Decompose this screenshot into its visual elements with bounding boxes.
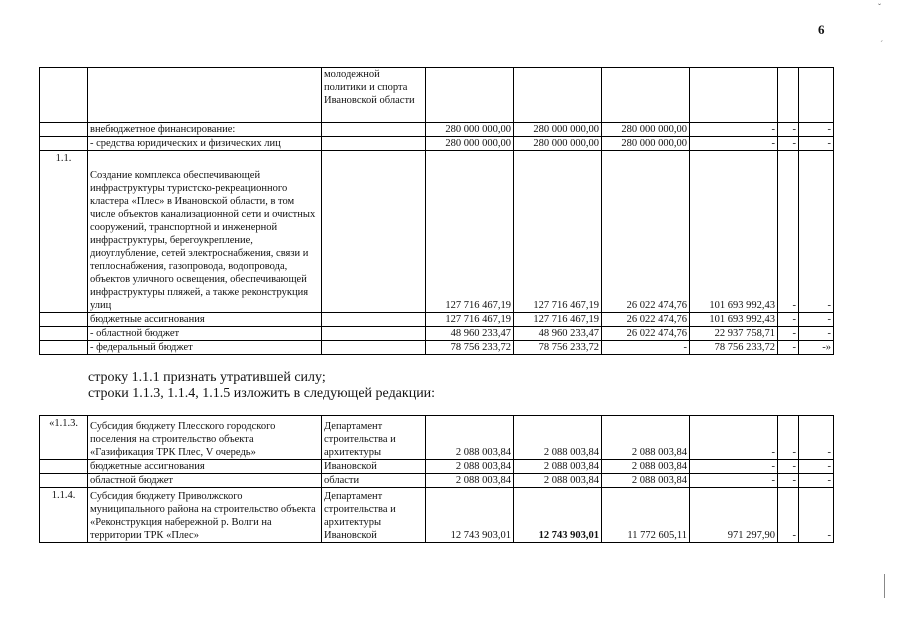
value-cell: - [690, 474, 778, 488]
table-row [40, 313, 834, 327]
value-cell: 280 000 000,00 [514, 137, 602, 151]
table-row [40, 68, 834, 123]
value-cell: 127 716 467,19 [426, 313, 514, 327]
row-label: - средства юридических и физических лиц [88, 137, 322, 151]
scan-margin-line [884, 574, 885, 598]
value-cell: 280 000 000,00 [426, 137, 514, 151]
table-row [40, 460, 834, 474]
value-cell: 971 297,90 [690, 488, 778, 543]
value-cell: - [799, 123, 834, 137]
value-cell: 127 716 467,19 [426, 151, 514, 313]
item-code: 1.1.4. [40, 488, 88, 543]
value-cell: - [602, 341, 690, 355]
executor-cell: Департамент строительства и архитектуры Ивановской [322, 488, 426, 543]
value-cell: 101 693 992,43 [690, 151, 778, 313]
value-cell: 26 022 474,76 [602, 151, 690, 313]
table-row [40, 474, 834, 488]
table-row [40, 488, 834, 543]
value-cell: 280 000 000,00 [514, 123, 602, 137]
value-cell: 2 088 003,84 [426, 474, 514, 488]
row-label: внебюджетное финансирование: [88, 123, 322, 137]
amendment-instructions [88, 370, 435, 402]
table-row [40, 151, 834, 313]
value-cell: - [778, 123, 799, 137]
value-cell: - [799, 474, 834, 488]
value-cell: 2 088 003,84 [426, 460, 514, 474]
value-cell: - [778, 488, 799, 543]
row-label: бюджетные ассигнования [88, 460, 322, 474]
value-cell: 2 088 003,84 [602, 460, 690, 474]
table-row [40, 341, 834, 355]
executor-cell: молодежной политики и спорта Ивановской области [322, 68, 426, 123]
value-cell: - [778, 313, 799, 327]
value-cell: 280 000 000,00 [426, 123, 514, 137]
table-row [40, 327, 834, 341]
value-cell: - [778, 137, 799, 151]
row-label: Субсидия бюджету Плесского городского поселения на строительство объекта «Газификация ТРК Плес, V очередь» [88, 416, 322, 460]
instruction-line: строку 1.1.1 признать утратившей силу; [88, 370, 326, 385]
value-cell: 26 022 474,76 [602, 327, 690, 341]
table-row [40, 416, 834, 460]
value-cell: 280 000 000,00 [602, 123, 690, 137]
value-cell: - [799, 327, 834, 341]
value-cell: - [690, 460, 778, 474]
value-cell: - [778, 327, 799, 341]
instruction-line: строки 1.1.3, 1.1.4, 1.1.5 изложить в следующей редакции: [88, 386, 436, 401]
program-table-bottom [39, 415, 834, 543]
program-table-top [39, 67, 834, 355]
value-cell: - [778, 460, 799, 474]
row-label: бюджетные ассигнования [88, 313, 322, 327]
value-cell: 78 756 233,72 [690, 341, 778, 355]
value-cell: 2 088 003,84 [426, 416, 514, 460]
value-cell: - [778, 341, 799, 355]
value-cell: 26 022 474,76 [602, 313, 690, 327]
value-cell: 2 088 003,84 [514, 416, 602, 460]
value-cell: 127 716 467,19 [514, 313, 602, 327]
value-cell: - [799, 137, 834, 151]
value-cell: 78 756 233,72 [514, 341, 602, 355]
value-cell: 2 088 003,84 [514, 474, 602, 488]
table-row [40, 137, 834, 151]
executor-cell: Ивановской [322, 460, 426, 474]
row-label: - федеральный бюджет [88, 341, 322, 355]
value-cell: 48 960 233,47 [426, 327, 514, 341]
value-cell: 12 743 903,01 [514, 488, 602, 543]
value-cell: 22 937 758,71 [690, 327, 778, 341]
value-cell: 78 756 233,72 [426, 341, 514, 355]
value-cell: - [690, 416, 778, 460]
value-cell: - [799, 460, 834, 474]
value-cell: - [799, 488, 834, 543]
page-number: 6 [818, 22, 825, 37]
row-label: Создание комплекса обеспечивающей инфраструктуры туристско-рекреационного кластера «Плес» в Ивановской области, в том числе объектов канализационной сети и очистных сооружений, транспортной и инженерной инфраструктуры, берегоукрепление, диоуглубление, сетей электроснабжения, связи и теплоснабжения, газопровода, водопровода, объектов уличного освещения, обеспечивающей инфраструктуры пляжей, а также реконструкция улиц [88, 151, 322, 313]
table-row [40, 123, 834, 137]
scan-mark: ´ [880, 40, 884, 51]
value-cell: - [690, 137, 778, 151]
scan-mark: ˇ [878, 2, 881, 12]
value-cell: 2 088 003,84 [602, 416, 690, 460]
item-code: «1.1.3. [40, 416, 88, 460]
value-cell: - [799, 313, 834, 327]
value-cell: -» [799, 341, 834, 355]
value-cell: 2 088 003,84 [602, 474, 690, 488]
value-cell: 280 000 000,00 [602, 137, 690, 151]
executor-cell: области [322, 474, 426, 488]
value-cell: 101 693 992,43 [690, 313, 778, 327]
value-cell: - [799, 151, 834, 313]
row-label: Субсидия бюджету Приволжского муниципального района на строительство объекта «Реконструкция набережной р. Волги на территории ТРК «Плес» [88, 488, 322, 543]
value-cell: - [778, 416, 799, 460]
row-label: областной бюджет [88, 474, 322, 488]
value-cell: 48 960 233,47 [514, 327, 602, 341]
value-cell: 127 716 467,19 [514, 151, 602, 313]
value-cell: 12 743 903,01 [426, 488, 514, 543]
value-cell: - [690, 123, 778, 137]
value-cell: - [778, 151, 799, 313]
item-code: 1.1. [40, 151, 88, 313]
value-cell: 2 088 003,84 [514, 460, 602, 474]
value-cell: - [799, 416, 834, 460]
row-label: - областной бюджет [88, 327, 322, 341]
executor-cell: Департамент строительства и архитектуры [322, 416, 426, 460]
value-cell: 11 772 605,11 [602, 488, 690, 543]
value-cell: - [778, 474, 799, 488]
